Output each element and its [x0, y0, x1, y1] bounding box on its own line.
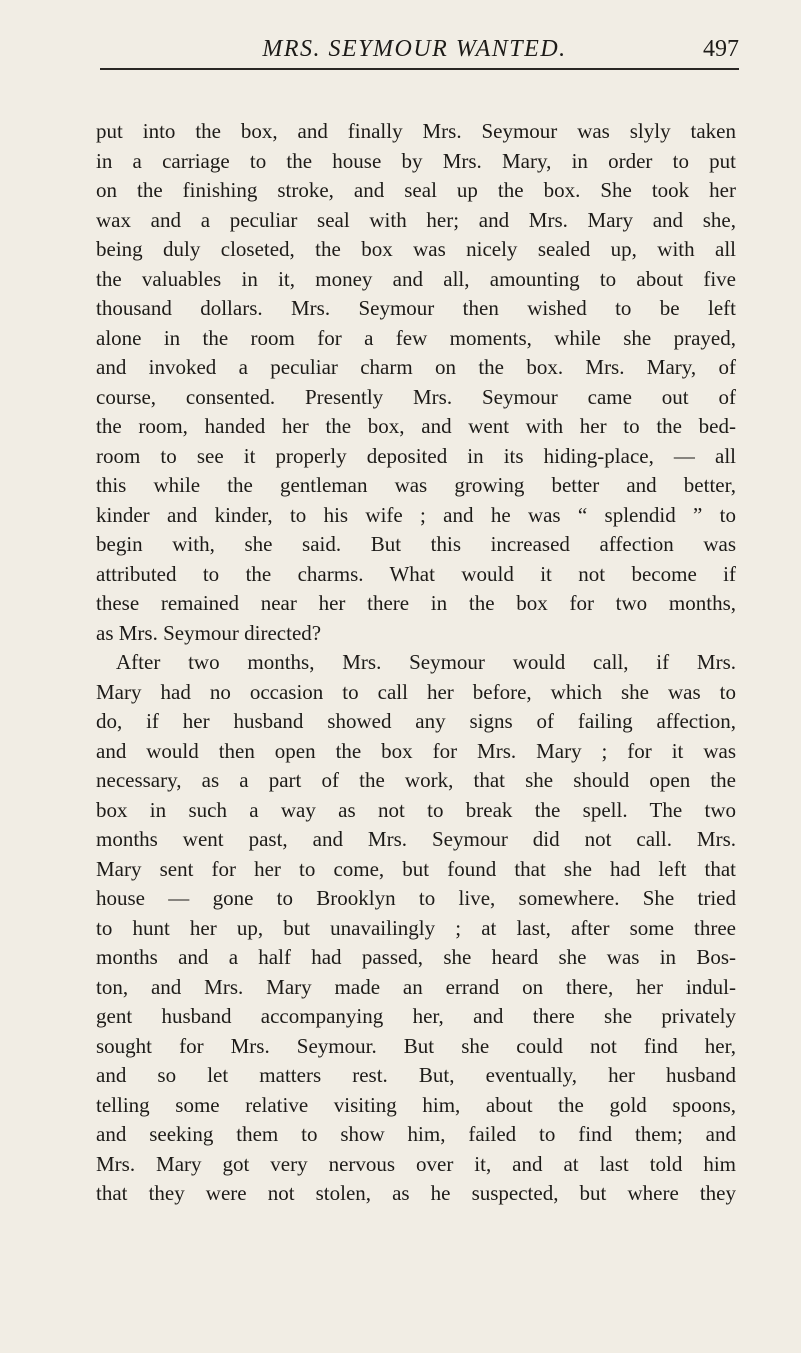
text-line: to hunt her up, but unavailingly ; at last, after some three [96, 915, 736, 940]
text-line: box in such a way as not to break the spell. The two [96, 797, 736, 822]
text-line: months went past, and Mrs. Seymour did not call. Mrs. [96, 827, 736, 851]
text-line: ton, and Mrs. Mary made an errand on there, her indul- [96, 974, 736, 999]
text-line: on the finishing stroke, and seal up the box. She took her [96, 178, 736, 202]
text-line: room to see it properly deposited in its hiding-place, — all [96, 443, 736, 468]
body-text [96, 117, 736, 1209]
text-line: Mary sent for her to come, but found that she had left that [96, 856, 736, 881]
text-line: Mary had no occasion to call her before, which she was to [96, 679, 736, 704]
text-line: being duly closeted, the box was nicely sealed up, with all [96, 237, 736, 261]
page-header [90, 34, 739, 96]
text-line: the valuables in it, money and all, amounting to about five [96, 266, 736, 291]
paragraph [96, 117, 736, 648]
text-line: that they were not stolen, as he suspected, but where they [96, 1181, 736, 1205]
text-line: in a carriage to the house by Mrs. Mary, in order to put [96, 148, 736, 173]
text-line: house — gone to Brooklyn to live, somewhere. She tried [96, 886, 736, 910]
text-line: and would then open the box for Mrs. Mary ; for it was [96, 738, 736, 763]
text-line: begin with, she said. But this increased affection was [96, 532, 736, 556]
text-line: months and a half had passed, she heard she was in Bos- [96, 945, 736, 969]
text-line: as Mrs. Seymour directed? [96, 620, 322, 645]
page-number: 497 [703, 36, 739, 62]
paragraph [96, 648, 736, 1209]
running-title: MRS. SEYMOUR WANTED. [262, 36, 567, 62]
text-line: necessary, as a part of the work, that she should open the [96, 768, 736, 792]
text-line: the room, handed her the box, and went with her to the bed- [96, 414, 736, 438]
text-line: and seeking them to show him, failed to find them; and [96, 1122, 736, 1146]
text-line: kinder and kinder, to his wife ; and he was “ splendid ” to [96, 502, 736, 527]
text-line: sought for Mrs. Seymour. But she could not find her, [96, 1033, 736, 1058]
text-line: Mrs. Mary got very nervous over it, and at last told him [96, 1151, 736, 1176]
text-line: and invoked a peculiar charm on the box. Mrs. Mary, of [96, 355, 736, 379]
text-line: gent husband accompanying her, and there she privately [96, 1004, 736, 1028]
text-line: attributed to the charms. What would it not become if [96, 561, 736, 586]
header-rule [100, 68, 739, 70]
text-line: alone in the room for a few moments, while she prayed, [96, 325, 736, 350]
text-line: this while the gentleman was growing better and better, [96, 473, 736, 497]
text-line: course, consented. Presently Mrs. Seymour came out of [96, 384, 736, 409]
text-line: do, if her husband showed any signs of failing affection, [96, 709, 736, 733]
text-line: After two months, Mrs. Seymour would call, if Mrs. [116, 650, 736, 674]
text-line: telling some relative visiting him, about the gold spoons, [96, 1092, 736, 1117]
text-line: thousand dollars. Mrs. Seymour then wished to be left [96, 296, 736, 320]
text-line: put into the box, and finally Mrs. Seymour was slyly taken [96, 119, 736, 143]
text-line: wax and a peculiar seal with her; and Mrs. Mary and she, [96, 207, 736, 232]
text-line: and so let matters rest. But, eventually, her husband [96, 1063, 736, 1087]
text-line: these remained near her there in the box for two months, [96, 591, 736, 615]
